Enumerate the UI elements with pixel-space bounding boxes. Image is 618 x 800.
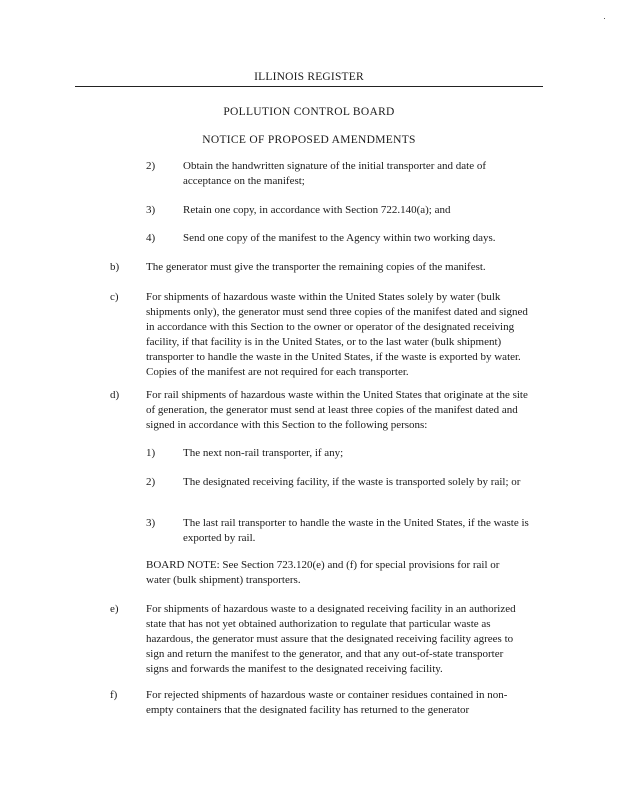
item-label: 2) — [146, 160, 156, 172]
board-name: POLLUTION CONTROL BOARD — [223, 106, 395, 118]
item-label: d) — [110, 389, 120, 401]
item-text: For rejected shipments of hazardous waste or container residues contained in non-empty containers that the designated facility has returned to the generator — [146, 689, 508, 716]
item-label: e) — [110, 603, 119, 615]
item-label: 2) — [146, 476, 156, 488]
register-title: ILLINOIS REGISTER — [254, 71, 364, 83]
item-label: f) — [110, 689, 118, 701]
item-text: For shipments of hazardous waste within the United States solely by water (bulk shipments only), the generator must send three copies of the manifest dated and signed in accordance with this Section to the owner or operator of the designated receiving facility, if that facility is in the United States, or to the last water (bulk shipment) transporter to handle the waste in the United States, if the waste is exported by water. Copies of the manifest are not required for each transporter. — [146, 291, 528, 378]
item-text: The last rail transporter to handle the waste in the United States, if the waste is exported by rail. — [183, 517, 529, 544]
header-rule — [75, 86, 543, 87]
item-label: c) — [110, 291, 119, 303]
item-text: Retain one copy, in accordance with Section 722.140(a); and — [183, 204, 451, 216]
notice-title: NOTICE OF PROPOSED AMENDMENTS — [202, 134, 416, 146]
item-label: 3) — [146, 204, 156, 216]
item-text: The designated receiving facility, if the waste is transported solely by rail; or — [183, 476, 521, 488]
item-label: 1) — [146, 447, 156, 459]
item-text: The generator must give the transporter the remaining copies of the manifest. — [146, 261, 486, 273]
item-text: The next non-rail transporter, if any; — [183, 447, 344, 459]
board-note: BOARD NOTE: See Section 723.120(e) and (f) for special provisions for rail or water (bulk shipment) transporters. — [146, 559, 500, 586]
item-label: b) — [110, 261, 120, 273]
item-text: For rail shipments of hazardous waste within the United States that originate at the site of generation, the generator must send at least three copies of the manifest dated and signed in accordance with this Section to the following persons: — [146, 389, 528, 431]
scan-speck — [604, 18, 605, 19]
item-text: Send one copy of the manifest to the Agency within two working days. — [183, 232, 496, 244]
item-text: Obtain the handwritten signature of the initial transporter and date of acceptance on the manifest; — [183, 160, 487, 187]
item-label: 3) — [146, 517, 156, 529]
item-label: 4) — [146, 232, 156, 244]
item-text: For shipments of hazardous waste to a designated receiving facility in an authorized state that has not yet obtained authorization to regulate that particular waste as hazardous, the generator must assure that the designated receiving facility agrees to sign and return the manifest to the generator, and that any out-of-state transporter signs and forwards the manifest to the designated receiving facility. — [146, 603, 516, 675]
